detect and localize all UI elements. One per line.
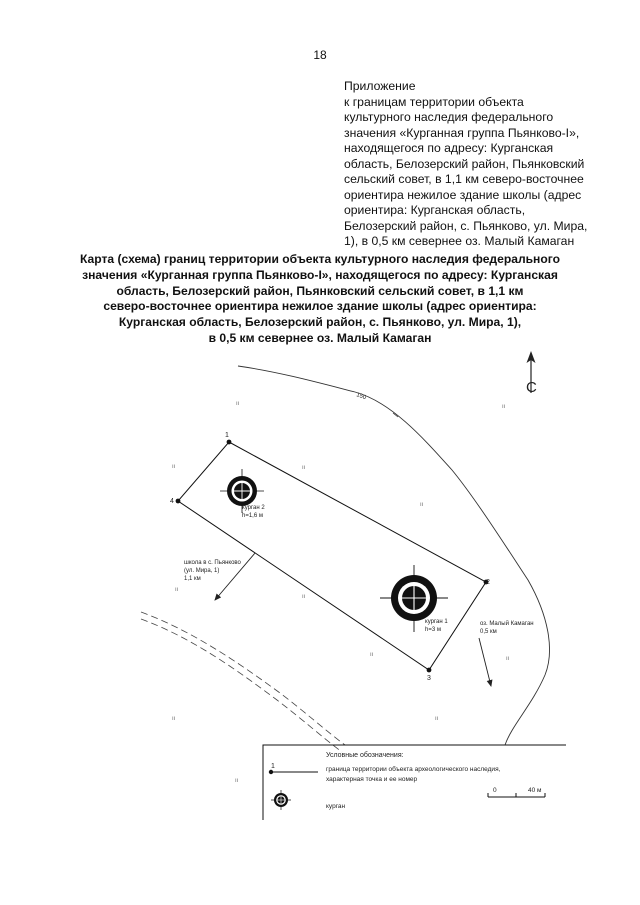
school-label-3: 1,1 км [184, 576, 201, 582]
lake-label-1: оз. Малый Камаган [480, 621, 534, 627]
legend-point-number: 1 [271, 763, 275, 770]
legend-boundary-label-2: характерная точка и ее номер [326, 776, 418, 783]
appendix-line: значения «Курганная группа Пьянково-I», [344, 125, 580, 140]
page-number: 18 [313, 48, 327, 62]
legend-kurgan-label: курган [326, 803, 346, 810]
svg-text:1: 1 [225, 432, 229, 439]
grass-symbol-icon: ıı [172, 464, 176, 470]
dashed-road [141, 612, 345, 752]
svg-text:3: 3 [427, 675, 431, 682]
kurgan-2-height: h=1,6 м [242, 513, 263, 519]
kurgan-1-label: курган 1 [425, 619, 448, 625]
legend-boundary-label-1: граница территории объекта археологического наследия, [326, 766, 501, 773]
appendix-line: 1), в 0,5 км севернее оз. Малый Камаган [344, 234, 575, 248]
north-label: С [526, 379, 537, 396]
boundary-point-1 [225, 432, 231, 444]
appendix-line: ориентира нежилое здание школы (адрес [344, 187, 582, 202]
appendix-line: к границам территории объекта [344, 94, 524, 109]
appendix-line: сельский совет, в 1,1 км северо-восточнее [344, 172, 584, 186]
boundary-point-3 [427, 668, 432, 682]
legend-title: Условные обозначения: [326, 752, 404, 759]
scale-zero-label: 0 [493, 787, 497, 794]
contour-line [238, 366, 550, 745]
kurgan-1-height: h=3 м [425, 627, 441, 633]
lake-direction [479, 620, 534, 686]
appendix-line: культурного наследия федерального [344, 110, 554, 124]
scale-value-label: 40 м [528, 787, 542, 794]
lake-label-2: 0,5 км [480, 629, 497, 635]
grassland-symbols [172, 401, 510, 784]
grass-symbol-icon: ıı [370, 652, 374, 658]
legend [263, 745, 566, 820]
grass-symbol-icon: ıı [302, 594, 306, 600]
legend-kurgan-icon [271, 790, 291, 810]
map-title-line: область, Белозерский район, Пьянковский сельский совет, в 1,1 км [116, 283, 524, 298]
appendix-line: Белозерский район, с. Пьянково, ул. Мира, [344, 218, 588, 233]
grass-symbol-icon: ıı [236, 401, 240, 407]
kurgan-2-label: курган 2 [242, 505, 265, 511]
boundary-point-4 [170, 498, 180, 505]
grass-symbol-icon: ıı [435, 716, 439, 722]
lake-arrow-icon [479, 638, 491, 686]
grass-symbol-icon: ıı [506, 656, 510, 662]
map-title-line: Курганская область, Белозерский район, с. Пьянково, ул. Мира, 1), [118, 315, 522, 330]
appendix-line: ориентира: Курганская область, [344, 203, 526, 217]
grass-symbol-icon: ıı [502, 404, 506, 410]
grass-symbol-icon: ıı [302, 465, 306, 471]
appendix-line: Приложение [344, 79, 416, 93]
grass-symbol-icon: ıı [420, 502, 424, 508]
map-title-line: Карта (схема) границ территории объекта культурного наследия федерального [79, 252, 561, 266]
legend-point-icon [269, 770, 273, 774]
school-label-2: (ул. Мира, 1) [184, 568, 220, 574]
map-title-line: северо-восточнее ориентира нежилое здание школы (адрес ориентира: [103, 299, 537, 314]
map-title-line: в 0,5 км севернее оз. Малый Камаган [208, 330, 432, 345]
appendix-line: находящегося по адресу: Курганская [344, 141, 554, 155]
school-direction [184, 553, 255, 600]
grass-symbol-icon: ıı [172, 716, 176, 722]
contour-label: 150 [355, 392, 367, 402]
svg-text:2: 2 [486, 579, 490, 586]
grass-symbol-icon: ıı [235, 778, 239, 784]
appendix-line: область, Белозерский район, Пьянковский [344, 156, 585, 171]
map-title-line: значения «Курганная группа Пьянково-I», находящегося по адресу: Курганская [82, 267, 558, 282]
school-label-1: школа в с. Пьянково [184, 560, 241, 566]
grass-symbol-icon: ıı [175, 587, 179, 593]
svg-text:4: 4 [170, 498, 174, 505]
site-boundary [178, 442, 486, 670]
